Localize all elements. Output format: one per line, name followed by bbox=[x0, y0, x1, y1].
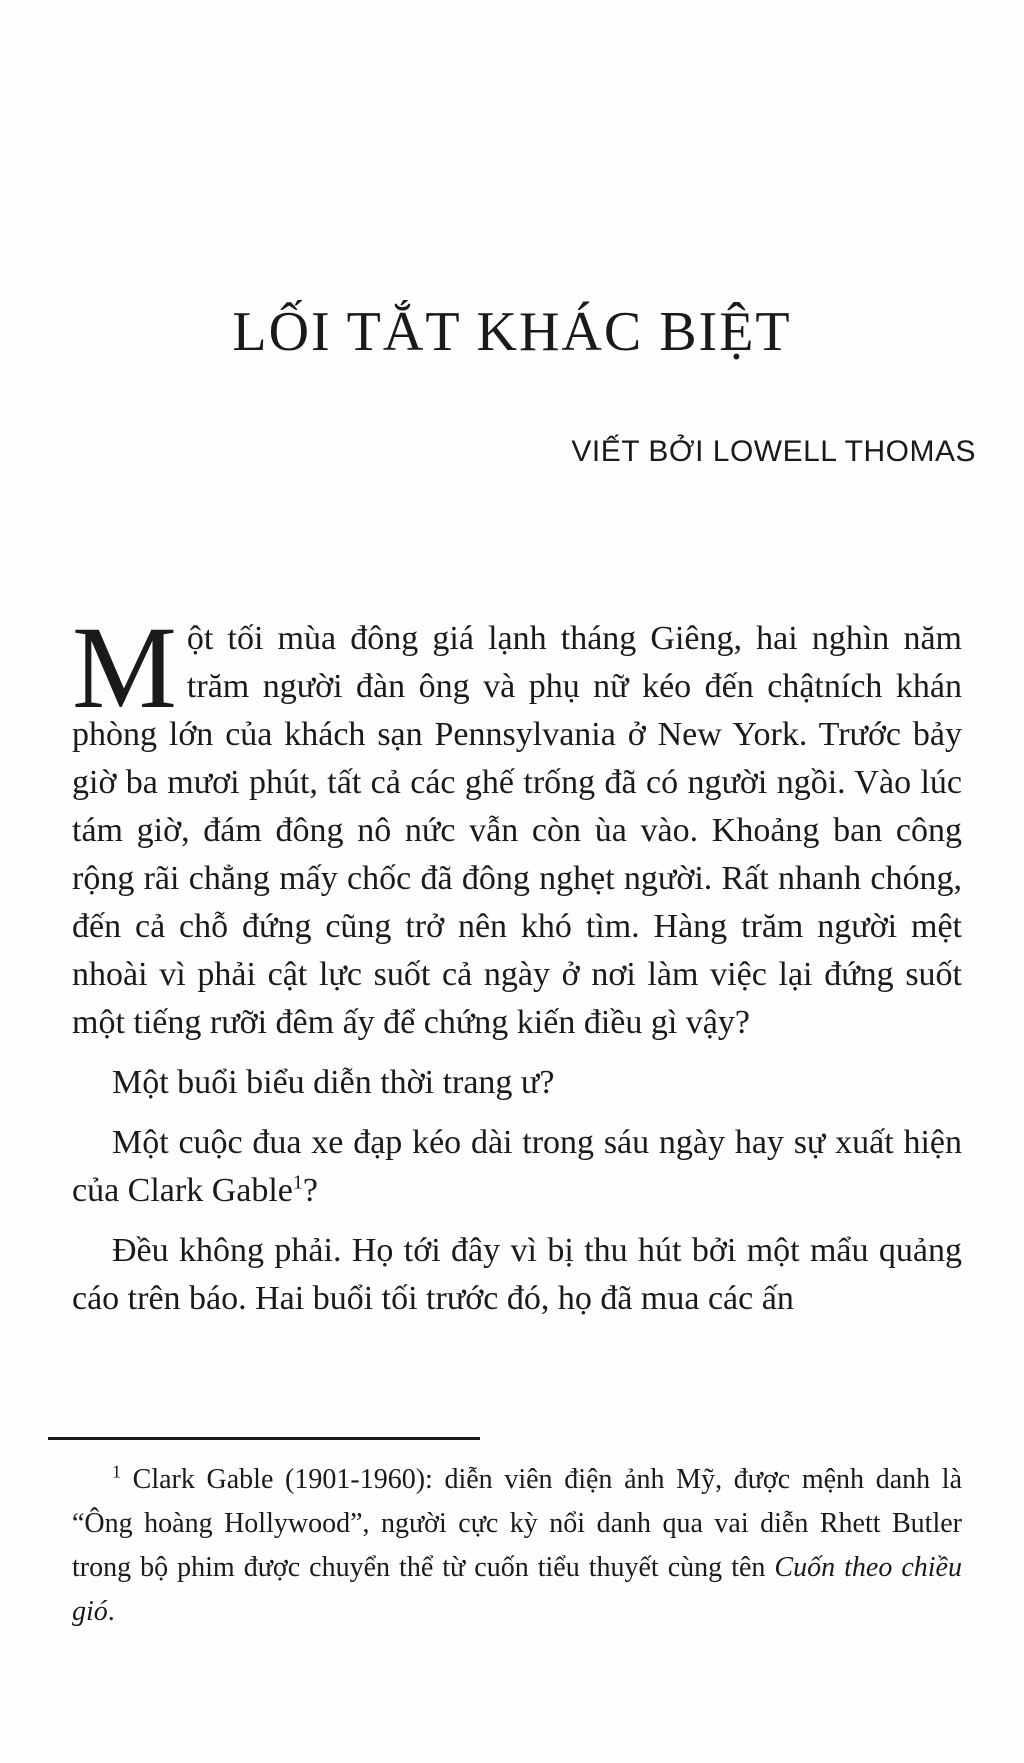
paragraph-3-text: Một cuộc đua xe đạp kéo dài trong sáu ngày hay sự xuất hiện của Clark Gable bbox=[72, 1124, 962, 1209]
footnote-mark: 1 bbox=[112, 1461, 121, 1482]
footnote-italic-title: Cuốn theo chiều gió bbox=[72, 1552, 962, 1627]
body-text bbox=[72, 602, 962, 1335]
footnote-text: Clark Gable (1901-1960): diễn viên điện ảnh Mỹ, được mệnh danh là “Ông hoàng Hollywood”, người cực kỳ nổi danh qua vai diễn Rhett Butler trong bộ phim được chuyển thể từ cuốn tiểu thuyết cùng tên bbox=[72, 1464, 962, 1583]
paragraph-4: Đều không phải. Họ tới đây vì bị thu hút bởi một mẩu quảng cáo trên báo. Hai buổi tối trước đó, họ đã mua các ấn bbox=[72, 1232, 962, 1317]
footnote bbox=[72, 1458, 962, 1634]
chapter-title: LỐI TẮT KHÁC BIỆT bbox=[232, 301, 792, 363]
paragraph-3-end: ? bbox=[302, 1172, 318, 1209]
footnote-end: . bbox=[107, 1596, 115, 1627]
footnote-divider bbox=[48, 1437, 480, 1440]
paragraph-3 bbox=[72, 1119, 962, 1215]
drop-cap: M bbox=[72, 602, 177, 733]
footnote-reference: 1 bbox=[292, 1171, 303, 1194]
paragraph-2: Một buổi biểu diễn thời trang ư? bbox=[112, 1064, 555, 1101]
paragraph-1-text: ột tối mùa đông giá lạnh tháng Giêng, hai nghìn năm trăm người đàn ông và phụ nữ kéo đến chậtních khán phòng lớn của khách sạn Pennsylvania ở New York. Trước bảy giờ ba mươi phút, tất cả các ghế trống đã có người ngồi. Vào lúc tám giờ, đám đông nô nức vẫn còn ùa vào. Khoảng ban công rộng rãi chẳng mấy chốc đã đông nghẹt người. Rất nhanh chóng, đến cả chỗ đứng cũng trở nên khó tìm. Hàng trăm người mệt nhoài vì phải cật lực suốt cả ngày ở nơi làm việc lại đứng suốt một tiếng rưỡi đêm ấy để chứng kiến điều gì vậy? bbox=[72, 620, 962, 1041]
author-byline: VIẾT BỞI LOWELL THOMAS bbox=[571, 435, 976, 468]
paragraph-1 bbox=[72, 602, 962, 1047]
